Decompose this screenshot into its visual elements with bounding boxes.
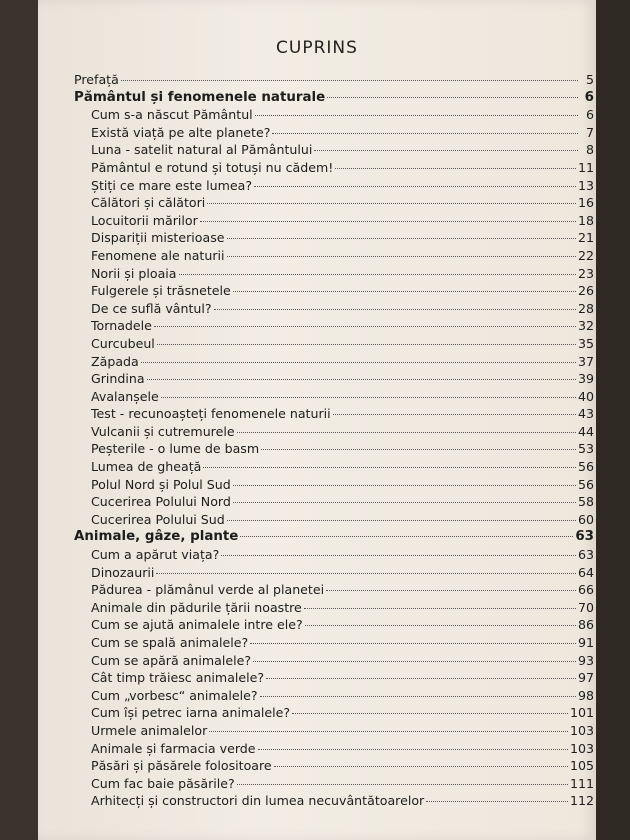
toc-page-number: 21 (577, 230, 594, 246)
toc-entry (74, 283, 594, 301)
toc-entry-title: Zăpada (91, 353, 139, 369)
toc-entry-title: Dispariții misterioase (91, 230, 225, 246)
book-page (38, 0, 596, 840)
dot-leader (250, 643, 576, 644)
dot-leader (157, 344, 576, 345)
toc-page-number: 6 (585, 107, 594, 123)
toc-page-number: 32 (577, 318, 594, 334)
toc-entry (74, 741, 594, 759)
toc-entry (74, 178, 594, 196)
toc-page-number: 111 (569, 775, 594, 791)
dot-leader (254, 186, 576, 187)
dot-leader (200, 221, 576, 222)
toc-page-number: 18 (577, 212, 594, 228)
dot-leader (237, 784, 568, 785)
dot-leader (314, 150, 578, 151)
dot-leader (426, 801, 568, 802)
toc-entry (74, 389, 594, 407)
toc-entry-title: Cum fac baie păsările? (91, 775, 235, 791)
toc-page-number: 63 (577, 547, 594, 563)
toc-page-number: 40 (577, 388, 594, 404)
dot-leader (154, 326, 576, 327)
toc-page-number: 86 (577, 617, 594, 633)
dot-leader (207, 203, 576, 204)
toc-page-number: 11 (577, 159, 594, 175)
toc-entry (74, 125, 594, 143)
toc-page-number: 7 (585, 124, 594, 140)
dot-leader (141, 362, 576, 363)
toc-entry-title: De ce suflă vântul? (91, 300, 212, 316)
dot-leader (156, 573, 576, 574)
toc-entry (74, 477, 594, 495)
toc-entry (74, 72, 594, 90)
dot-leader (333, 414, 576, 415)
dot-leader (261, 449, 576, 450)
toc-entry-title: Cum s-a născut Pământul (91, 107, 253, 123)
toc-entry (74, 688, 594, 706)
toc-section-entry (74, 529, 594, 547)
dot-leader (214, 309, 576, 310)
toc-entry-title: Animale din pădurile țării noastre (91, 599, 302, 615)
toc-entry-title: Cum se ajută animalele intre ele? (91, 617, 303, 633)
toc-section-entry (74, 90, 594, 108)
toc-entry (74, 705, 594, 723)
dot-leader (161, 397, 576, 398)
toc-entry (74, 758, 594, 776)
toc-page-number: 44 (577, 423, 594, 439)
dot-leader (272, 133, 578, 134)
toc-entry-title: Arhitecți și constructori din lumea necuvântătoarelor (91, 793, 425, 809)
toc-entry (74, 617, 594, 635)
toc-page-number: 103 (569, 722, 594, 738)
toc-entry-title: Fulgerele și trăsnetele (91, 283, 231, 299)
dot-leader (209, 731, 568, 732)
dot-leader (266, 678, 576, 679)
toc-entry (74, 354, 594, 372)
toc-entry-title: Cum își petrec iarna animalele? (91, 705, 291, 721)
toc-entry-title: Test - recunoașteți fenomenele naturii (91, 406, 331, 422)
table-of-contents (74, 72, 594, 811)
toc-entry (74, 776, 594, 794)
toc-entry-title: Fenomene ale naturii (91, 247, 225, 263)
dot-leader (227, 520, 576, 521)
toc-page-number: 56 (577, 459, 594, 475)
toc-page-number: 60 (577, 511, 594, 527)
toc-entry-title: Cucerirea Polului Sud (91, 511, 225, 527)
dot-leader (335, 168, 576, 169)
toc-entry-title: Animale, gâze, plante (74, 529, 239, 545)
dot-leader (253, 661, 576, 662)
toc-page-number: 43 (577, 406, 594, 422)
dot-leader (292, 713, 568, 714)
toc-entry (74, 494, 594, 512)
toc-entry (74, 266, 594, 284)
toc-page-number: 93 (577, 652, 594, 668)
toc-page-number: 35 (577, 335, 594, 351)
toc-page-number: 16 (577, 195, 594, 211)
toc-entry-title: Pământul e rotund și totuși nu cădem! (91, 159, 334, 175)
toc-entry-title: Există viață pe alte planete? (91, 124, 271, 140)
toc-entry-title: Tornadele (91, 318, 152, 334)
toc-entry-title: Grindina (91, 371, 145, 387)
toc-entry-title: Cum se spală animalele? (91, 635, 249, 650)
toc-entry (74, 213, 594, 231)
toc-page-number: 6 (584, 89, 594, 105)
dot-leader (255, 115, 578, 116)
dot-leader (121, 80, 578, 81)
toc-entry-title: Curcubeul (91, 335, 155, 351)
toc-entry-title: Avalanșele (91, 388, 159, 404)
toc-entry (74, 565, 594, 583)
toc-page-number: 105 (569, 758, 594, 774)
toc-entry (74, 318, 594, 336)
toc-entry (74, 406, 594, 424)
page-title: CUPRINS (276, 38, 358, 58)
toc-entry (74, 441, 594, 459)
toc-entry-title: Vulcanii și cutremurele (91, 423, 235, 439)
dot-leader (260, 696, 576, 697)
toc-entry-title: Cum se apără animalele? (91, 652, 252, 668)
toc-entry (74, 248, 594, 266)
toc-page-number: 28 (577, 300, 594, 316)
toc-page-number: 26 (577, 283, 594, 299)
dot-leader (147, 379, 576, 380)
dot-leader (326, 590, 576, 591)
toc-page-number: 63 (575, 529, 594, 545)
toc-entry-title: Norii și ploaia (91, 265, 177, 281)
dot-leader (221, 555, 576, 556)
toc-entry (74, 670, 594, 688)
toc-entry-title: Locuitorii mărilor (91, 212, 198, 228)
toc-page-number: 101 (569, 705, 594, 721)
toc-entry (74, 635, 594, 653)
toc-entry (74, 600, 594, 618)
toc-entry (74, 142, 594, 160)
toc-page-number: 37 (577, 353, 594, 369)
toc-entry (74, 424, 594, 442)
toc-entry (74, 582, 594, 600)
toc-entry-title: Prefață (74, 72, 119, 87)
toc-entry-title: Cât timp trăiesc animalele? (91, 670, 265, 686)
toc-entry-title: Păsări și păsărele folositoare (91, 758, 272, 774)
toc-page-number: 53 (577, 441, 594, 457)
toc-page-number: 98 (577, 687, 594, 703)
dot-leader (233, 502, 576, 503)
toc-entry-title: Cucerirea Polului Nord (91, 494, 231, 510)
toc-entry-title: Lumea de gheață (91, 459, 202, 475)
dot-leader (258, 749, 568, 750)
toc-page-number: 5 (585, 72, 594, 87)
toc-entry (74, 195, 594, 213)
toc-entry-title: Polul Nord și Polul Sud (91, 476, 231, 492)
dot-leader (327, 97, 578, 98)
dot-leader (227, 238, 576, 239)
toc-page-number: 39 (577, 371, 594, 387)
toc-page-number: 103 (569, 740, 594, 756)
toc-entry (74, 512, 594, 530)
toc-entry (74, 107, 594, 125)
dot-leader (203, 467, 576, 468)
dot-leader (305, 625, 576, 626)
toc-entry (74, 653, 594, 671)
dot-leader (227, 256, 576, 257)
page-edge (596, 0, 630, 840)
toc-page-number: 58 (577, 494, 594, 510)
toc-page-number: 112 (569, 793, 594, 809)
dot-leader (233, 485, 576, 486)
dot-leader (179, 274, 576, 275)
toc-entry (74, 371, 594, 389)
toc-entry-title: Dinozaurii (91, 564, 155, 580)
dot-leader (240, 536, 573, 537)
toc-entry (74, 793, 594, 811)
toc-entry-title: Știți ce mare este lumea? (91, 177, 253, 193)
toc-entry-title: Pământul și fenomenele naturale (74, 89, 326, 105)
toc-entry-title: Călători și călători (91, 195, 206, 211)
toc-entry-title: Cum „vorbesc“ animalele? (91, 687, 258, 703)
toc-page-number: 22 (577, 247, 594, 263)
toc-entry-title: Luna - satelit natural al Pământului (91, 142, 313, 158)
toc-entry (74, 301, 594, 319)
toc-page-number: 23 (577, 265, 594, 281)
toc-page-number: 13 (577, 177, 594, 193)
toc-entry-title: Animale și farmacia verde (91, 740, 256, 756)
toc-entry-title: Urmele animalelor (91, 722, 208, 738)
toc-page-number: 8 (585, 142, 594, 158)
toc-entry-title: Peșterile - o lume de basm (91, 441, 260, 457)
dot-leader (237, 432, 576, 433)
toc-entry (74, 336, 594, 354)
toc-entry-title: Pădurea - plămânul verde al planetei (91, 582, 325, 598)
toc-entry (74, 160, 594, 178)
toc-entry (74, 547, 594, 565)
dot-leader (233, 291, 576, 292)
toc-entry (74, 459, 594, 477)
toc-page-number: 66 (577, 582, 594, 598)
toc-entry-title: Cum a apărut viața? (91, 547, 220, 563)
toc-entry (74, 723, 594, 741)
toc-page-number: 91 (577, 635, 594, 650)
toc-page-number: 56 (577, 476, 594, 492)
toc-entry (74, 230, 594, 248)
toc-page-number: 64 (577, 564, 594, 580)
dot-leader (274, 766, 568, 767)
toc-page-number: 70 (577, 599, 594, 615)
toc-page-number: 97 (577, 670, 594, 686)
dot-leader (304, 608, 576, 609)
